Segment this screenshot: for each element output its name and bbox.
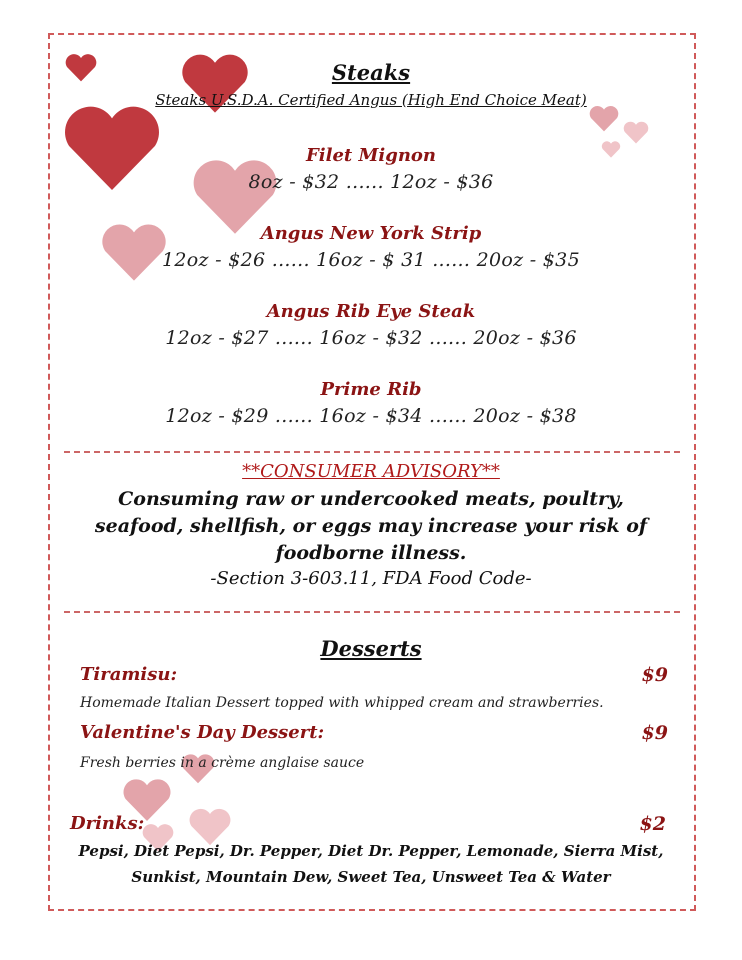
dessert-description: Homemade Italian Dessert topped with whipped cream and strawberries. xyxy=(80,695,604,711)
dessert-name: Tiramisu: xyxy=(80,664,178,685)
dessert-row xyxy=(80,664,668,685)
dessert-name: Valentine's Day Dessert: xyxy=(80,722,325,743)
steak-item-name: Prime Rib xyxy=(320,379,422,400)
steaks-title: Steaks xyxy=(331,60,411,85)
heart-icon xyxy=(622,120,650,144)
dessert-row xyxy=(80,722,668,743)
drinks-label: Drinks: xyxy=(70,813,145,834)
dessert-price: $9 xyxy=(641,664,668,686)
drinks-row xyxy=(70,813,670,834)
section-divider xyxy=(64,451,680,453)
dessert-price: $9 xyxy=(641,722,668,744)
steak-item-name: Filet Mignon xyxy=(305,145,437,166)
steak-item-prices: 12oz - $29 ...... 16oz - $34 ...... 20oz - $38 xyxy=(165,405,577,427)
drinks-list-line: Pepsi, Diet Pepsi, Dr. Pepper, Diet Dr. Pepper, Lemonade, Sierra Mist, xyxy=(78,842,664,860)
advisory-citation: -Section 3-603.11, FDA Food Code- xyxy=(210,568,532,589)
advisory-line: Consuming raw or undercooked meats, poultry, xyxy=(118,488,624,510)
steak-item-prices: 12oz - $26 ...... 16oz - $ 31 ...... 20oz - $35 xyxy=(162,249,580,271)
steaks-subtitle: Steaks U.S.D.A. Certified Angus (High End Choice Meat) xyxy=(155,91,587,109)
advisory-line: foodborne illness. xyxy=(275,542,467,564)
drinks-price: $2 xyxy=(639,813,666,835)
desserts-title: Desserts xyxy=(320,636,422,661)
steak-item-prices: 12oz - $27 ...... 16oz - $32 ...... 20oz - $36 xyxy=(165,327,577,349)
steak-item-name: Angus Rib Eye Steak xyxy=(266,301,476,322)
advisory-line: seafood, shellfish, or eggs may increase your risk of xyxy=(94,515,648,537)
section-divider xyxy=(64,611,680,613)
advisory-title: **CONSUMER ADVISORY** xyxy=(242,461,500,482)
drinks-list-line: Sunkist, Mountain Dew, Sweet Tea, Unsweet Tea & Water xyxy=(131,868,611,886)
steak-item-name: Angus New York Strip xyxy=(260,223,482,244)
dessert-description: Fresh berries in a crème anglaise sauce xyxy=(80,755,365,771)
steak-item-prices: 8oz - $32 ...... 12oz - $36 xyxy=(248,171,494,193)
